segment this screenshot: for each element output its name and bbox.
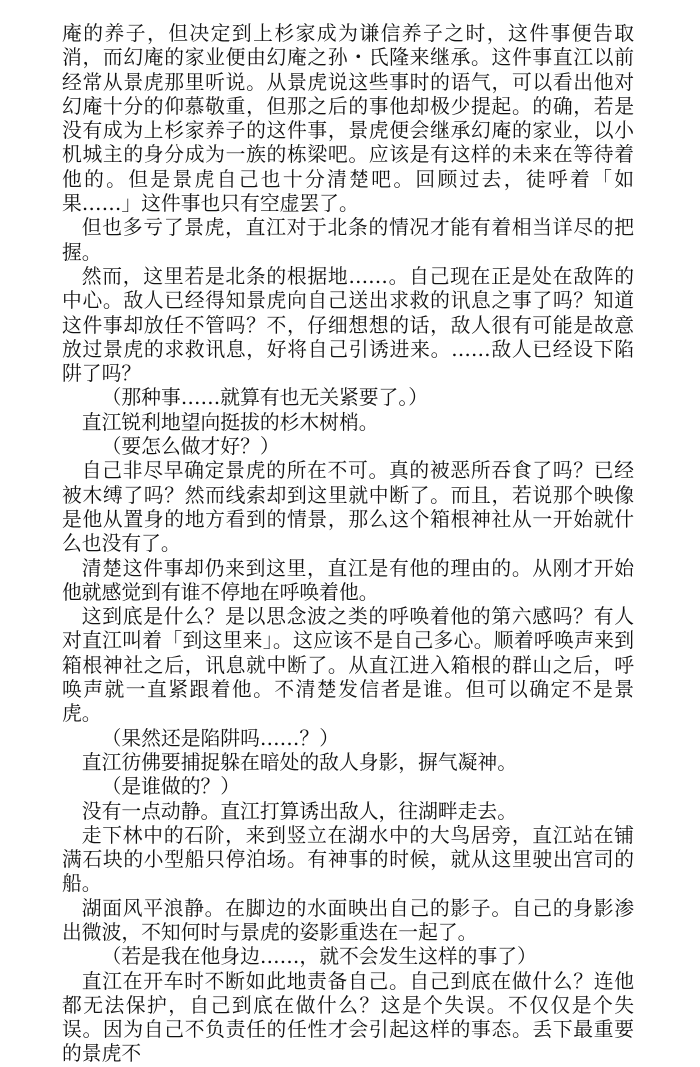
paragraph: 湖面风平浪静。在脚边的水面映出自己的影子。自己的身影渗出微波，不知何时与景虎的姿影重迭在一起了。 <box>62 896 634 944</box>
inner-thought: （那种事……就算有也无关紧要了。） <box>101 386 428 410</box>
paragraph: 但也多亏了景虎，直江对于北条的情况才能有着相当详尽的把握。 <box>62 216 634 264</box>
paragraph: 直江锐利地望向挺拔的杉木树梢。 <box>81 410 379 434</box>
inner-thought: （若是我在他身边……，就不会发生这样的事了） <box>101 945 537 969</box>
paragraph: 直江在开车时不断如此地责备自己。自己到底在做什么？连他都无法保护，自己到底在做什么？这是个失误。不仅仅是个失误。因为自己不负责任的任性才会引起这样的事态。丢下最重要的景虎不 <box>62 969 634 1066</box>
paragraph: 清楚这件事却仍来到这里，直江是有他的理由的。从刚才开始他就感觉到有谁不停地在呼唤着他。 <box>62 556 634 604</box>
paragraph: 这到底是什么？是以思念波之类的呼唤着他的第六感吗？有人对直江叫着「到这里来」。这应该不是自己多心。顺着呼唤声来到箱根神社之后，讯息就中断了。从直江进入箱根的群山之后，呼唤声就一直紧跟着他。不清楚发信者是谁。但可以确定不是景虎。 <box>62 605 634 726</box>
paragraph: 走下林中的石阶，来到竖立在湖水中的大鸟居旁，直江站在铺满石块的小型船只停泊场。有神事的时候，就从这里驶出宫司的船。 <box>62 823 634 896</box>
inner-thought: （要怎么做才好？） <box>101 435 280 459</box>
paragraph: 庵的养子，但决定到上杉家成为谦信养子之时，这件事便告取消，而幻庵的家业便由幻庵之孙・氏隆来继承。这件事直江以前经常从景虎那里听说。从景虎说这些事时的语气，可以看出他对幻庵十分的仰慕敬重，但那之后的事他却极少提起。的确，若是没有成为上杉家养子的这件事，景虎便会继承幻庵的家业，以小机城主的身分成为一族的栋梁吧。应该是有这样的未来在等待着他的。但是景虎自己也十分清楚吧。回顾过去，徒呼着「如果……」这件事也只有空虚罢了。 <box>62 22 634 216</box>
inner-thought: （果然还是陷阱吗……？） <box>101 726 339 750</box>
paragraph: 然而，这里若是北条的根据地……。自己现在正是处在敌阵的中心。敌人已经得知景虎向自己送出求救的讯息之事了吗？知道这件事却放任不管吗？不，仔细想想的话，敌人很有可能是故意放过景虎的求救讯息，好将自己引诱进来。……敌人已经设下陷阱了吗？ <box>62 264 634 386</box>
paragraph: 没有一点动静。直江打算诱出敌人，往湖畔走去。 <box>81 799 517 823</box>
inner-thought: （是谁做的？） <box>101 775 241 799</box>
paragraph: 直江彷佛要捕捉躲在暗处的敌人身影，摒气凝神。 <box>81 750 517 774</box>
book-page <box>62 22 634 1067</box>
paragraph: 自己非尽早确定景虎的所在不可。真的被恶所吞食了吗？已经被木缚了吗？然而线索却到这里就中断了。而且，若说那个映像是他从置身的地方看到的情景，那么这个箱根神社从一开始就什么也没有了。 <box>62 459 634 556</box>
